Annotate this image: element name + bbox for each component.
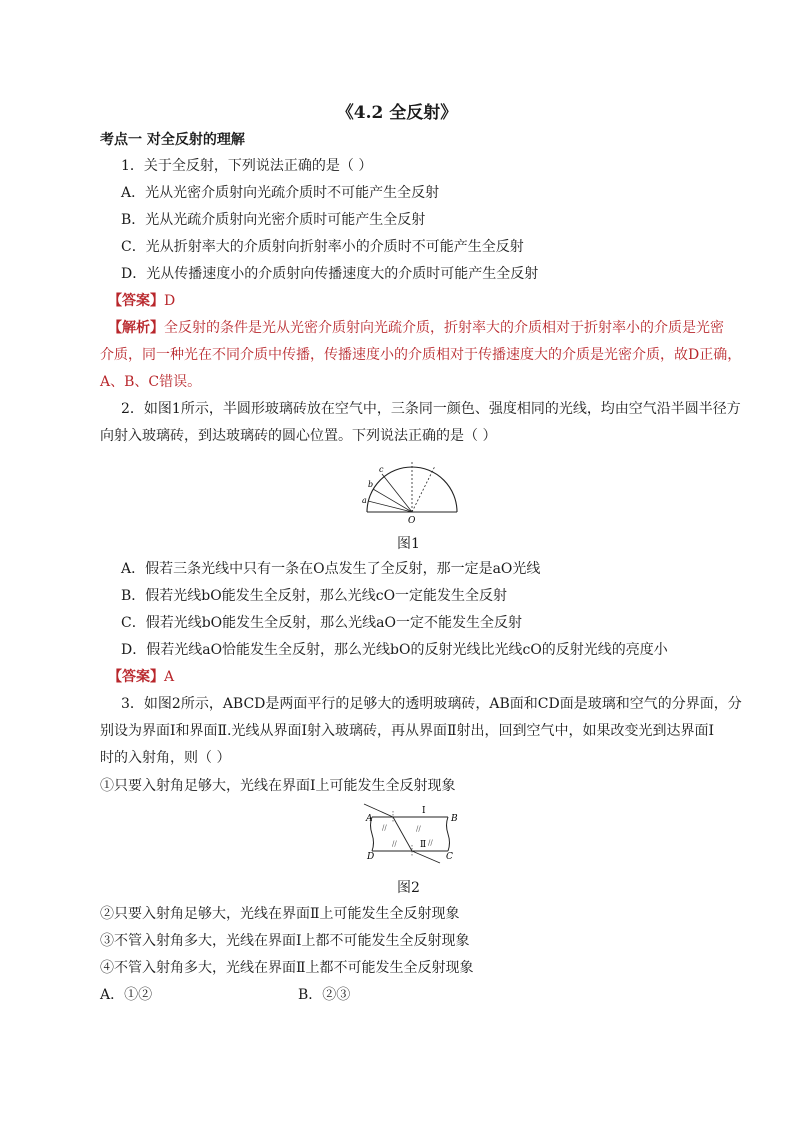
- analysis-line-3: A、B、C错误。: [100, 374, 202, 390]
- figure-2-caption: 图2: [397, 880, 420, 896]
- answer-tag: 【答案】: [108, 293, 164, 309]
- svg-text://: //: [392, 840, 397, 848]
- label-d: D: [367, 852, 375, 862]
- q2-stem-line-1: 2．如图1所示，半圆形玻璃砖放在空气中，三条同一颜色、强度相同的光线，均由空气沿半圆半径方: [121, 401, 741, 417]
- svg-text://: //: [416, 825, 421, 833]
- glass-slab-figure: [360, 801, 465, 867]
- q1-stem: 1．关于全反射，下列说法正确的是（ ）: [121, 158, 373, 174]
- q1-analysis: [108, 319, 724, 337]
- svg-text://: //: [428, 839, 433, 847]
- q3-statement-4: ④不管入射角多大，光线在界面Ⅱ上都不可能发生全反射现象: [100, 960, 474, 976]
- q3-option-a: A．①②: [100, 987, 153, 1003]
- q3-option-b: B．②③: [298, 987, 351, 1003]
- label-c: C: [446, 852, 453, 862]
- label-interface-2: Ⅱ: [420, 840, 427, 850]
- analysis-line-2: 介质，同一种光在不同介质中传播，传播速度小的介质相对于传播速度大的介质是光密介质，故D正确，: [100, 347, 742, 363]
- q1-option-c: C．光从折射率大的介质射向折射率小的介质时不可能产生全反射: [121, 239, 524, 255]
- q3-stem-line-2: 别设为界面Ⅰ和界面Ⅱ.光线从界面Ⅰ射入玻璃砖，再从界面Ⅱ射出，回到空气中，如果改变光到达界面Ⅰ: [100, 723, 715, 739]
- q1-answer: [108, 292, 175, 310]
- q2-option-b: B．假若光线bO能发生全反射，那么光线cO一定能发生全反射: [121, 588, 508, 604]
- section-heading: 考点一 对全反射的理解: [100, 132, 245, 148]
- answer-value: A: [164, 669, 175, 685]
- ray-label-a: a: [362, 496, 367, 505]
- label-interface-1: Ⅰ: [422, 806, 426, 816]
- q3-statement-2: ②只要入射角足够大，光线在界面Ⅱ上可能发生全反射现象: [100, 906, 460, 922]
- answer-value: D: [164, 293, 176, 309]
- page-title: 《4.2 全反射》: [336, 103, 458, 123]
- q2-option-d: D．假若光线aO恰能发生全反射，那么光线bO的反射光线比光线cO的反射光线的亮度小: [121, 642, 668, 658]
- answer-tag: 【答案】: [108, 669, 164, 685]
- q1-option-a: A．光从光密介质射向光疏介质时不可能产生全反射: [121, 185, 440, 201]
- ray-label-b: b: [368, 480, 374, 489]
- q2-option-c: C．假若光线bO能发生全反射，那么光线aO一定不能发生全反射: [121, 615, 522, 631]
- q3-statement-3: ③不管入射角多大，光线在界面Ⅰ上都不可能发生全反射现象: [100, 933, 470, 949]
- ray-label-c: c: [379, 465, 384, 474]
- q1-option-d: D．光从传播速度小的介质射向传播速度大的介质时可能产生全反射: [121, 266, 539, 282]
- q1-option-b: B．光从光疏介质射向光密介质时可能产生全反射: [121, 212, 426, 228]
- q2-option-a: A．假若三条光线中只有一条在O点发生了全反射，那一定是aO光线: [121, 561, 541, 577]
- semicircle-figure: [355, 456, 470, 526]
- center-label-o: O: [408, 516, 416, 526]
- figure-1-caption: 图1: [397, 536, 420, 552]
- label-a: A: [366, 814, 373, 824]
- q3-stem-line-3: 时的入射角，则（ ）: [100, 750, 231, 766]
- analysis-line-1: 全反射的条件是光从光密介质射向光疏介质，折射率大的介质相对于折射率小的介质是光密: [164, 320, 724, 336]
- q3-statement-1: ①只要入射角足够大，光线在界面Ⅰ上可能发生全反射现象: [100, 778, 456, 794]
- label-b: B: [451, 814, 458, 824]
- q2-stem-line-2: 向射入玻璃砖，到达玻璃砖的圆心位置。下列说法正确的是（ ）: [100, 428, 497, 444]
- analysis-tag: 【解析】: [108, 320, 164, 336]
- q2-answer: [108, 668, 174, 686]
- q3-stem-line-1: 3．如图2所示，ABCD是两面平行的足够大的透明玻璃砖，AB面和CD面是玻璃和空气的分界面，分: [121, 696, 742, 712]
- svg-text://: //: [382, 824, 387, 832]
